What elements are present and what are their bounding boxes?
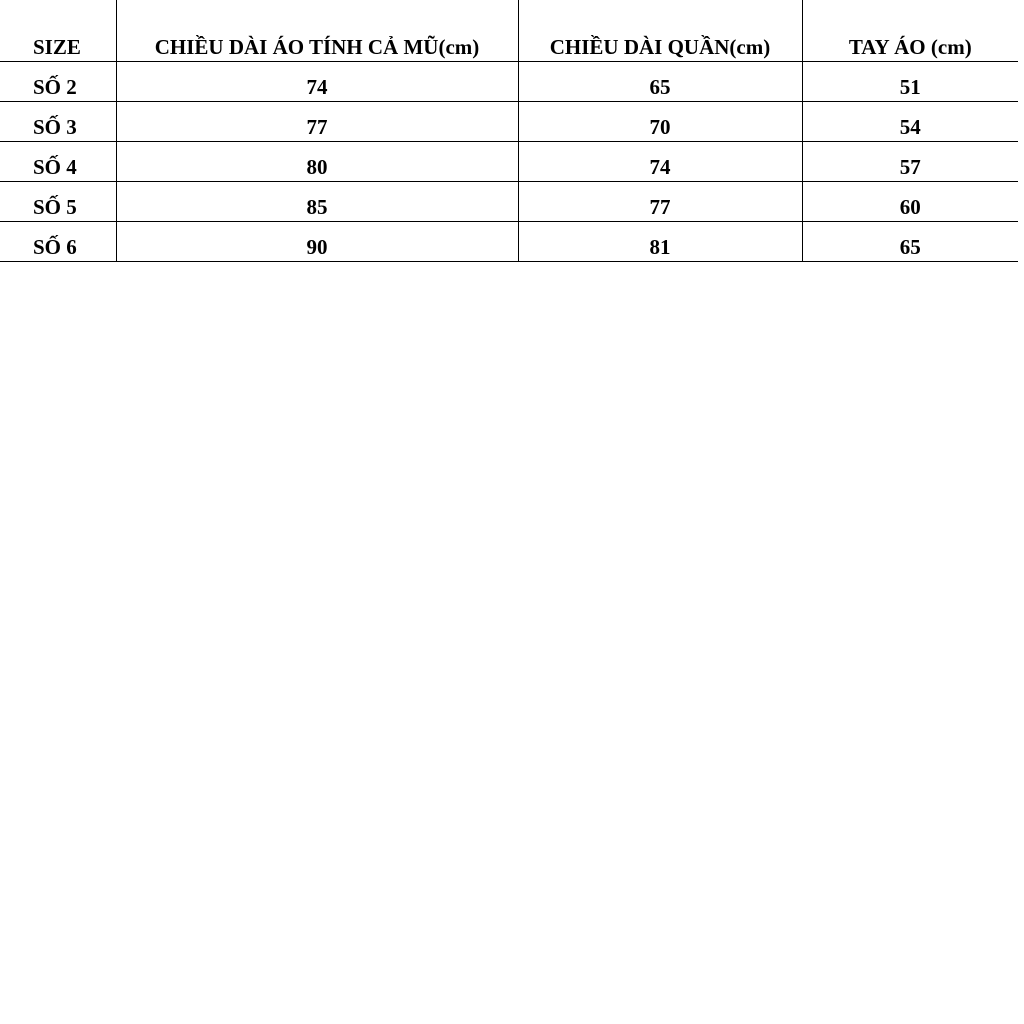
table-header xyxy=(0,0,1018,62)
table-row xyxy=(0,142,1018,182)
header-row xyxy=(0,0,1018,62)
header-shirt-length: CHIỀU DÀI ÁO TÍNH CẢ MŨ(cm) xyxy=(116,0,518,62)
cell-pants-length: 77 xyxy=(518,182,802,222)
cell-pants-length: 70 xyxy=(518,102,802,142)
table-row xyxy=(0,62,1018,102)
header-sleeve-length: TAY ÁO (cm) xyxy=(802,0,1018,62)
table-body xyxy=(0,62,1018,262)
table-row xyxy=(0,182,1018,222)
table-row xyxy=(0,102,1018,142)
header-size: SIZE xyxy=(0,0,116,62)
table-row xyxy=(0,222,1018,262)
cell-size: SỐ 2 xyxy=(0,62,116,102)
cell-sleeve-length: 60 xyxy=(802,182,1018,222)
cell-sleeve-length: 57 xyxy=(802,142,1018,182)
cell-size: SỐ 4 xyxy=(0,142,116,182)
cell-size: SỐ 3 xyxy=(0,102,116,142)
cell-shirt-length: 85 xyxy=(116,182,518,222)
cell-size: SỐ 5 xyxy=(0,182,116,222)
size-chart-table xyxy=(0,0,1018,262)
cell-shirt-length: 80 xyxy=(116,142,518,182)
cell-size: SỐ 6 xyxy=(0,222,116,262)
cell-shirt-length: 90 xyxy=(116,222,518,262)
cell-pants-length: 81 xyxy=(518,222,802,262)
cell-pants-length: 74 xyxy=(518,142,802,182)
cell-shirt-length: 77 xyxy=(116,102,518,142)
cell-sleeve-length: 54 xyxy=(802,102,1018,142)
cell-pants-length: 65 xyxy=(518,62,802,102)
cell-sleeve-length: 51 xyxy=(802,62,1018,102)
cell-sleeve-length: 65 xyxy=(802,222,1018,262)
cell-shirt-length: 74 xyxy=(116,62,518,102)
header-pants-length: CHIỀU DÀI QUẦN(cm) xyxy=(518,0,802,62)
